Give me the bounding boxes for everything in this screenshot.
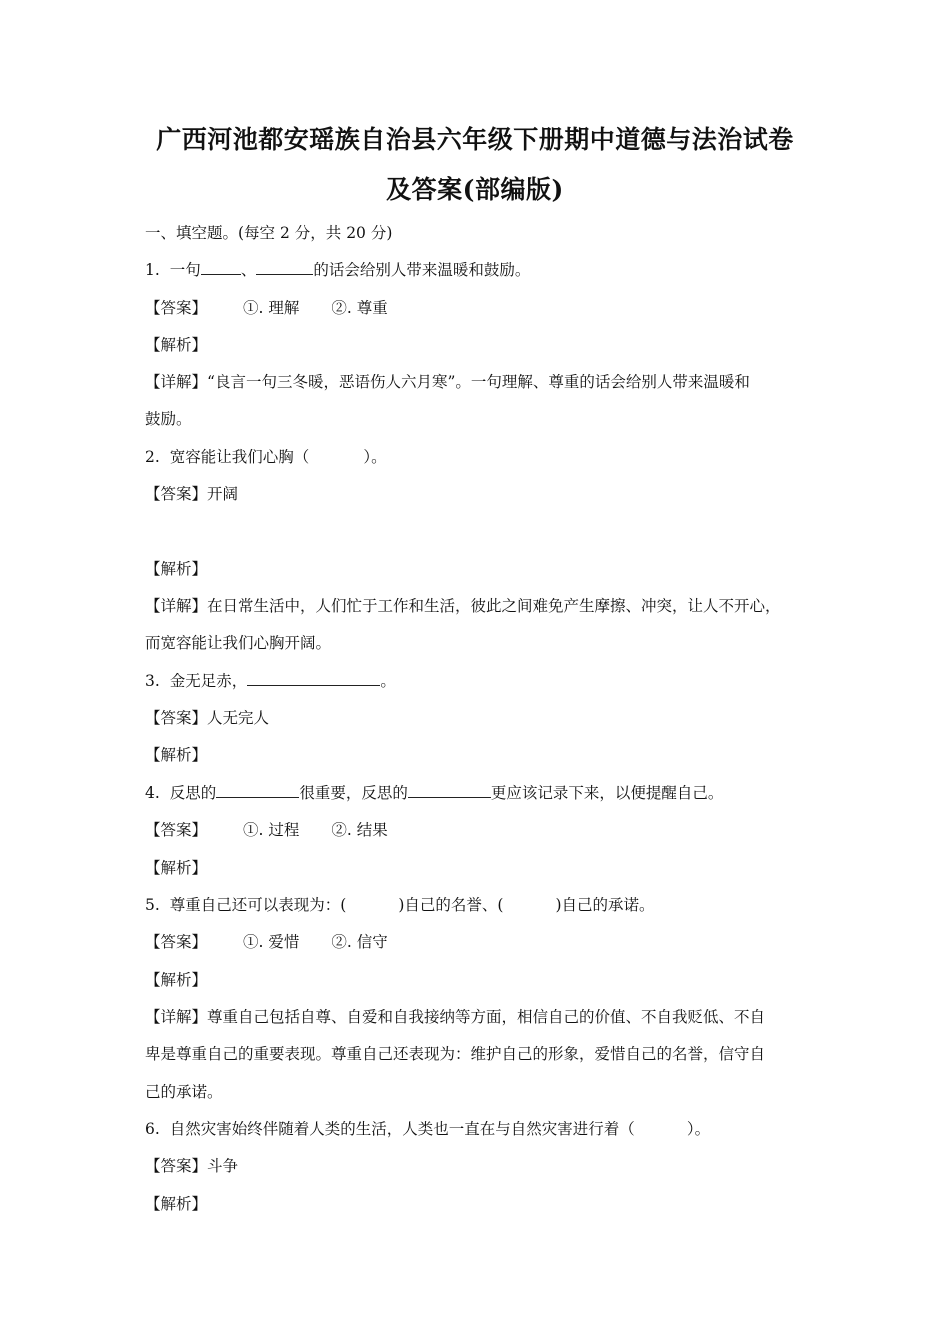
blank: [256, 259, 313, 275]
detail-label: 【详解】: [145, 597, 208, 615]
analysis-label-5: 【解析】: [145, 971, 208, 989]
analysis-label-3: 【解析】: [145, 746, 208, 764]
question-3: 3. 金无足赤， 。: [145, 672, 396, 690]
answer-label: 【答案】: [145, 299, 208, 317]
question-4: 4. 反思的 很重要，反思的 更应该记录下来，以便提醒自己。: [145, 784, 724, 802]
detail-label: 【详解】: [145, 373, 208, 391]
question-number: 5.: [145, 896, 160, 914]
answer-label: 【答案】: [145, 821, 208, 839]
analysis-label-1: 【解析】: [145, 336, 208, 354]
detail-5-line-3: 己的承诺。: [145, 1083, 223, 1101]
answer-label: 【答案】: [145, 1157, 208, 1175]
detail-2-line-2: 而宽容能让我们心胸开阔。: [145, 634, 332, 652]
blank: [216, 782, 299, 798]
question-number: 1.: [145, 261, 160, 279]
answer-2: 【答案】开阔: [145, 485, 239, 503]
answer-label: 【答案】: [145, 933, 208, 951]
page-subtitle: 及答案(部编版): [386, 175, 564, 204]
detail-2-line-1: 【详解】在日常生活中，人们忙于工作和生活，彼此之间难免产生摩擦、冲突，让人不开心，: [145, 597, 781, 615]
question-number: 4.: [145, 784, 160, 802]
question-1: 1. 一句 、 的话会给别人带来温暖和鼓励。: [145, 261, 531, 279]
answer-label: 【答案】: [145, 485, 208, 503]
analysis-label-2: 【解析】: [145, 560, 208, 578]
blank: [247, 670, 380, 686]
question-5: 5. 尊重自己还可以表现为：( )自己的名誉、( )自己的承诺。: [145, 896, 655, 914]
question-2: 2. 宽容能让我们心胸（ ）。: [145, 448, 387, 466]
analysis-label-6: 【解析】: [145, 1195, 208, 1213]
answer-6: 【答案】斗争: [145, 1157, 239, 1175]
answer-5: 【答案】 ①. 爱惜 ②. 信守: [145, 933, 388, 951]
detail-5-line-2: 卑是尊重自己的重要表现。尊重自己还表现为：维护自己的形象，爱惜自己的名誉，信守自: [145, 1045, 766, 1063]
detail-label: 【详解】: [145, 1008, 208, 1026]
question-number: 3.: [145, 672, 160, 690]
detail-5-line-1: 【详解】尊重自己包括自尊、自爱和自我接纳等方面，相信自己的价值、不自我贬低、不自: [145, 1008, 766, 1026]
question-number: 2.: [145, 448, 160, 466]
analysis-label-4: 【解析】: [145, 859, 208, 877]
page-title: 广西河池都安瑶族自治县六年级下册期中道德与法治试卷: [156, 125, 794, 154]
answer-4: 【答案】 ①. 过程 ②. 结果: [145, 821, 388, 839]
blank: [408, 782, 491, 798]
detail-1-line-1: 【详解】“良言一句三冬暖，恶语伤人六月寒”。一句理解、尊重的话会给别人带来温暖和: [145, 373, 750, 391]
blank: [201, 259, 241, 275]
detail-1-line-2: 鼓励。: [145, 410, 192, 428]
question-6: 6. 自然灾害始终伴随着人类的生活，人类也一直在与自然灾害进行着（ ）。: [145, 1120, 711, 1138]
answer-3: 【答案】人无完人: [145, 709, 270, 727]
question-number: 6.: [145, 1120, 160, 1138]
section-heading: 一、填空题。(每空 2 分，共 20 分): [145, 224, 393, 242]
answer-label: 【答案】: [145, 709, 208, 727]
answer-1: 【答案】 ①. 理解 ②. 尊重: [145, 299, 388, 317]
